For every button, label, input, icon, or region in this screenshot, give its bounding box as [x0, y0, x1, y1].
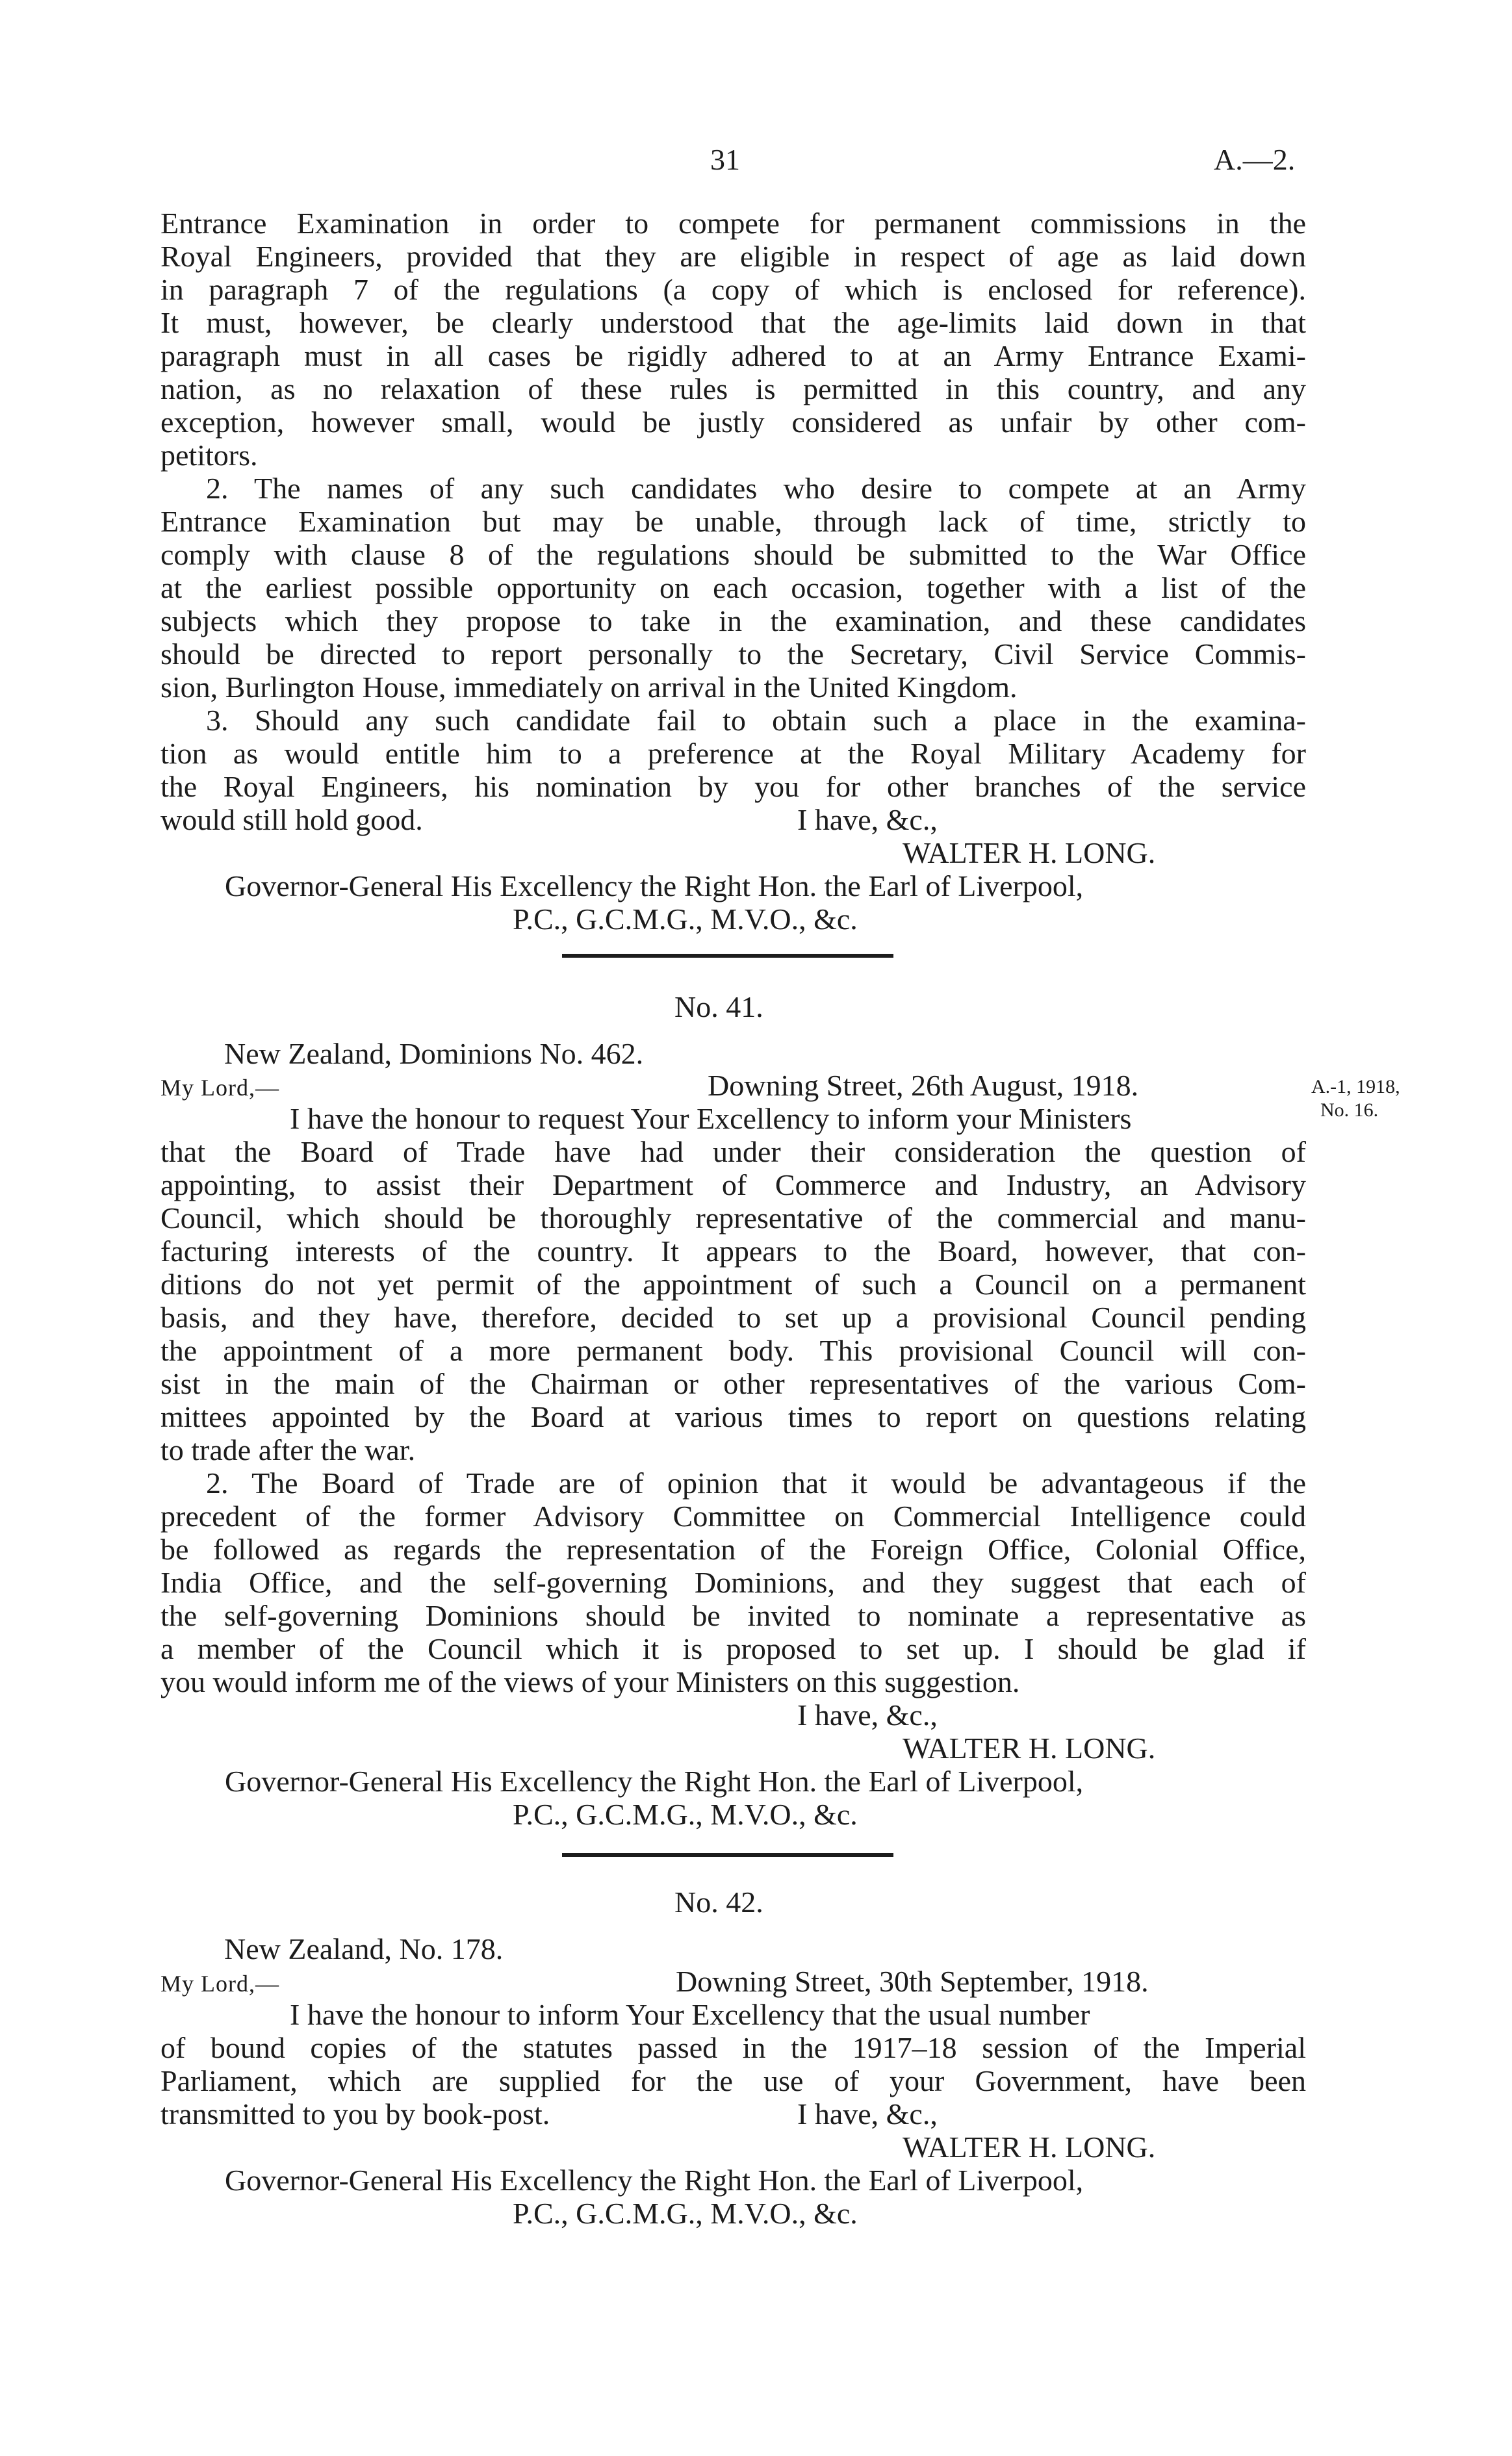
- text-line: a member of the Council which it is proposed to set up. I should be glad if: [160, 1632, 1306, 1665]
- text-line: the appointment of a more permanent body. This provisional Council will con-: [160, 1334, 1306, 1367]
- text-line: paragraph must in all cases be rigidly adhered to at an Army Entrance Exami-: [160, 339, 1306, 372]
- text-line: sion, Burlington House, immediately on arrival in the United Kingdom.: [160, 671, 1018, 704]
- addressee-line: Governor-General His Excellency the Right Hon. the Earl of Liverpool,: [225, 869, 1084, 902]
- text-line: sist in the main of the Chairman or other representatives of the various Com-: [160, 1367, 1306, 1400]
- text-line: I have the honour to inform Your Excellency that the usual number: [290, 1998, 1090, 2031]
- text-line: appointing, to assist their Department of Commerce and Industry, an Advisory: [160, 1168, 1306, 1201]
- letter-number: No. 41.: [674, 990, 763, 1023]
- page-number: 31: [710, 143, 740, 176]
- text-line: that the Board of Trade have had under their consideration the question of: [160, 1135, 1306, 1168]
- letter-reference: New Zealand, No. 178.: [224, 1932, 504, 1965]
- dateline: Downing Street, 26th August, 1918.: [708, 1069, 1139, 1102]
- document-reference: A.—2.: [1214, 143, 1296, 176]
- text-line: Parliament, which are supplied for the use of your Government, have been: [160, 2064, 1306, 2097]
- text-line: at the earliest possible opportunity on each occasion, together with a list of the: [160, 571, 1306, 604]
- dateline: Downing Street, 30th September, 1918.: [676, 1965, 1149, 1998]
- closing: I have, &c.,: [797, 2097, 938, 2130]
- text-line: facturing interests of the country. It appears to the Board, however, that con-: [160, 1234, 1306, 1268]
- text-line: the Royal Engineers, his nomination by you for other branches of the service: [160, 770, 1306, 803]
- salutation: My Lord,—: [160, 1075, 279, 1101]
- text-line: transmitted to you by book-post.: [160, 2097, 550, 2130]
- text-line: you would inform me of the views of your Ministers on this suggestion.: [160, 1665, 1020, 1698]
- addressee-line: P.C., G.C.M.G., M.V.O., &c.: [513, 2197, 858, 2230]
- text-line: tion as would entitle him to a preference at the Royal Military Academy for: [160, 737, 1306, 770]
- text-line: nation, as no relaxation of these rules is permitted in this country, and any: [160, 372, 1306, 405]
- section-divider: [562, 954, 893, 958]
- letter-41-paragraph-1: [160, 1135, 1306, 1466]
- text-line: in paragraph 7 of the regulations (a copy of which is enclosed for reference).: [160, 273, 1306, 306]
- section-divider: [562, 1853, 893, 1857]
- closing: I have, &c.,: [797, 803, 938, 836]
- text-line: Royal Engineers, provided that they are eligible in respect of age as laid down: [160, 240, 1306, 273]
- salutation: My Lord,—: [160, 1971, 279, 1997]
- margin-reference: A.-1, 1918,: [1311, 1076, 1400, 1097]
- text-line: be followed as regards the representation of the Foreign Office, Colonial Office,: [160, 1533, 1306, 1566]
- text-line: Council, which should be thoroughly representative of the commercial and manu-: [160, 1201, 1306, 1234]
- text-line: Entrance Examination but may be unable, through lack of time, strictly to: [160, 505, 1306, 538]
- closing: I have, &c.,: [797, 1698, 938, 1732]
- text-line: mittees appointed by the Board at various times to report on questions relating: [160, 1400, 1306, 1433]
- text-line: exception, however small, would be justly considered as unfair by other com-: [160, 405, 1306, 439]
- addressee-line: Governor-General His Excellency the Right Hon. the Earl of Liverpool,: [225, 2164, 1084, 2197]
- addressee-line: P.C., G.C.M.G., M.V.O., &c.: [513, 1798, 858, 1831]
- letter-number: No. 42.: [674, 1886, 763, 1919]
- letter-42-paragraph-1: [160, 2031, 1306, 2097]
- text-line: 2. The names of any such candidates who desire to compete at an Army: [206, 472, 1306, 505]
- text-line: of bound copies of the statutes passed in the 1917–18 session of the Imperial: [160, 2031, 1306, 2064]
- continuation-paragraph-2: [160, 472, 1306, 704]
- text-line: to trade after the war.: [160, 1433, 416, 1466]
- text-line: I have the honour to request Your Excellency to inform your Ministers: [290, 1102, 1132, 1135]
- text-line: the self-governing Dominions should be invited to nominate a representative as: [160, 1599, 1306, 1632]
- text-line: It must, however, be clearly understood that the age-limits laid down in that: [160, 306, 1306, 339]
- text-line: 3. Should any such candidate fail to obtain such a place in the examina-: [206, 704, 1306, 737]
- text-line: should be directed to report personally to the Secretary, Civil Service Commis-: [160, 637, 1306, 671]
- addressee-line: P.C., G.C.M.G., M.V.O., &c.: [513, 902, 858, 936]
- letter-41-paragraph-2: [160, 1466, 1306, 1698]
- continuation-paragraph-1: [160, 207, 1306, 472]
- text-line: 2. The Board of Trade are of opinion that it would be advantageous if the: [206, 1466, 1306, 1500]
- text-line: ditions do not yet permit of the appointment of such a Council on a permanent: [160, 1268, 1306, 1301]
- signature: WALTER H. LONG.: [903, 1732, 1156, 1765]
- signature: WALTER H. LONG.: [903, 836, 1156, 869]
- text-line: subjects which they propose to take in the examination, and these candidates: [160, 604, 1306, 637]
- signature: WALTER H. LONG.: [903, 2130, 1156, 2164]
- text-line: basis, and they have, therefore, decided to set up a provisional Council pending: [160, 1301, 1306, 1334]
- text-line: petitors.: [160, 439, 258, 472]
- addressee-line: Governor-General His Excellency the Right Hon. the Earl of Liverpool,: [225, 1765, 1084, 1798]
- text-line: comply with clause 8 of the regulations should be submitted to the War Office: [160, 538, 1306, 571]
- margin-reference: No. 16.: [1320, 1099, 1379, 1121]
- continuation-paragraph-3: [160, 704, 1306, 803]
- text-line: would still hold good.: [160, 803, 423, 836]
- text-line: India Office, and the self-governing Dominions, and they suggest that each of: [160, 1566, 1306, 1599]
- text-line: precedent of the former Advisory Committee on Commercial Intelligence could: [160, 1500, 1306, 1533]
- text-line: Entrance Examination in order to compete for permanent commissions in the: [160, 207, 1306, 240]
- letter-reference: New Zealand, Dominions No. 462.: [224, 1037, 644, 1070]
